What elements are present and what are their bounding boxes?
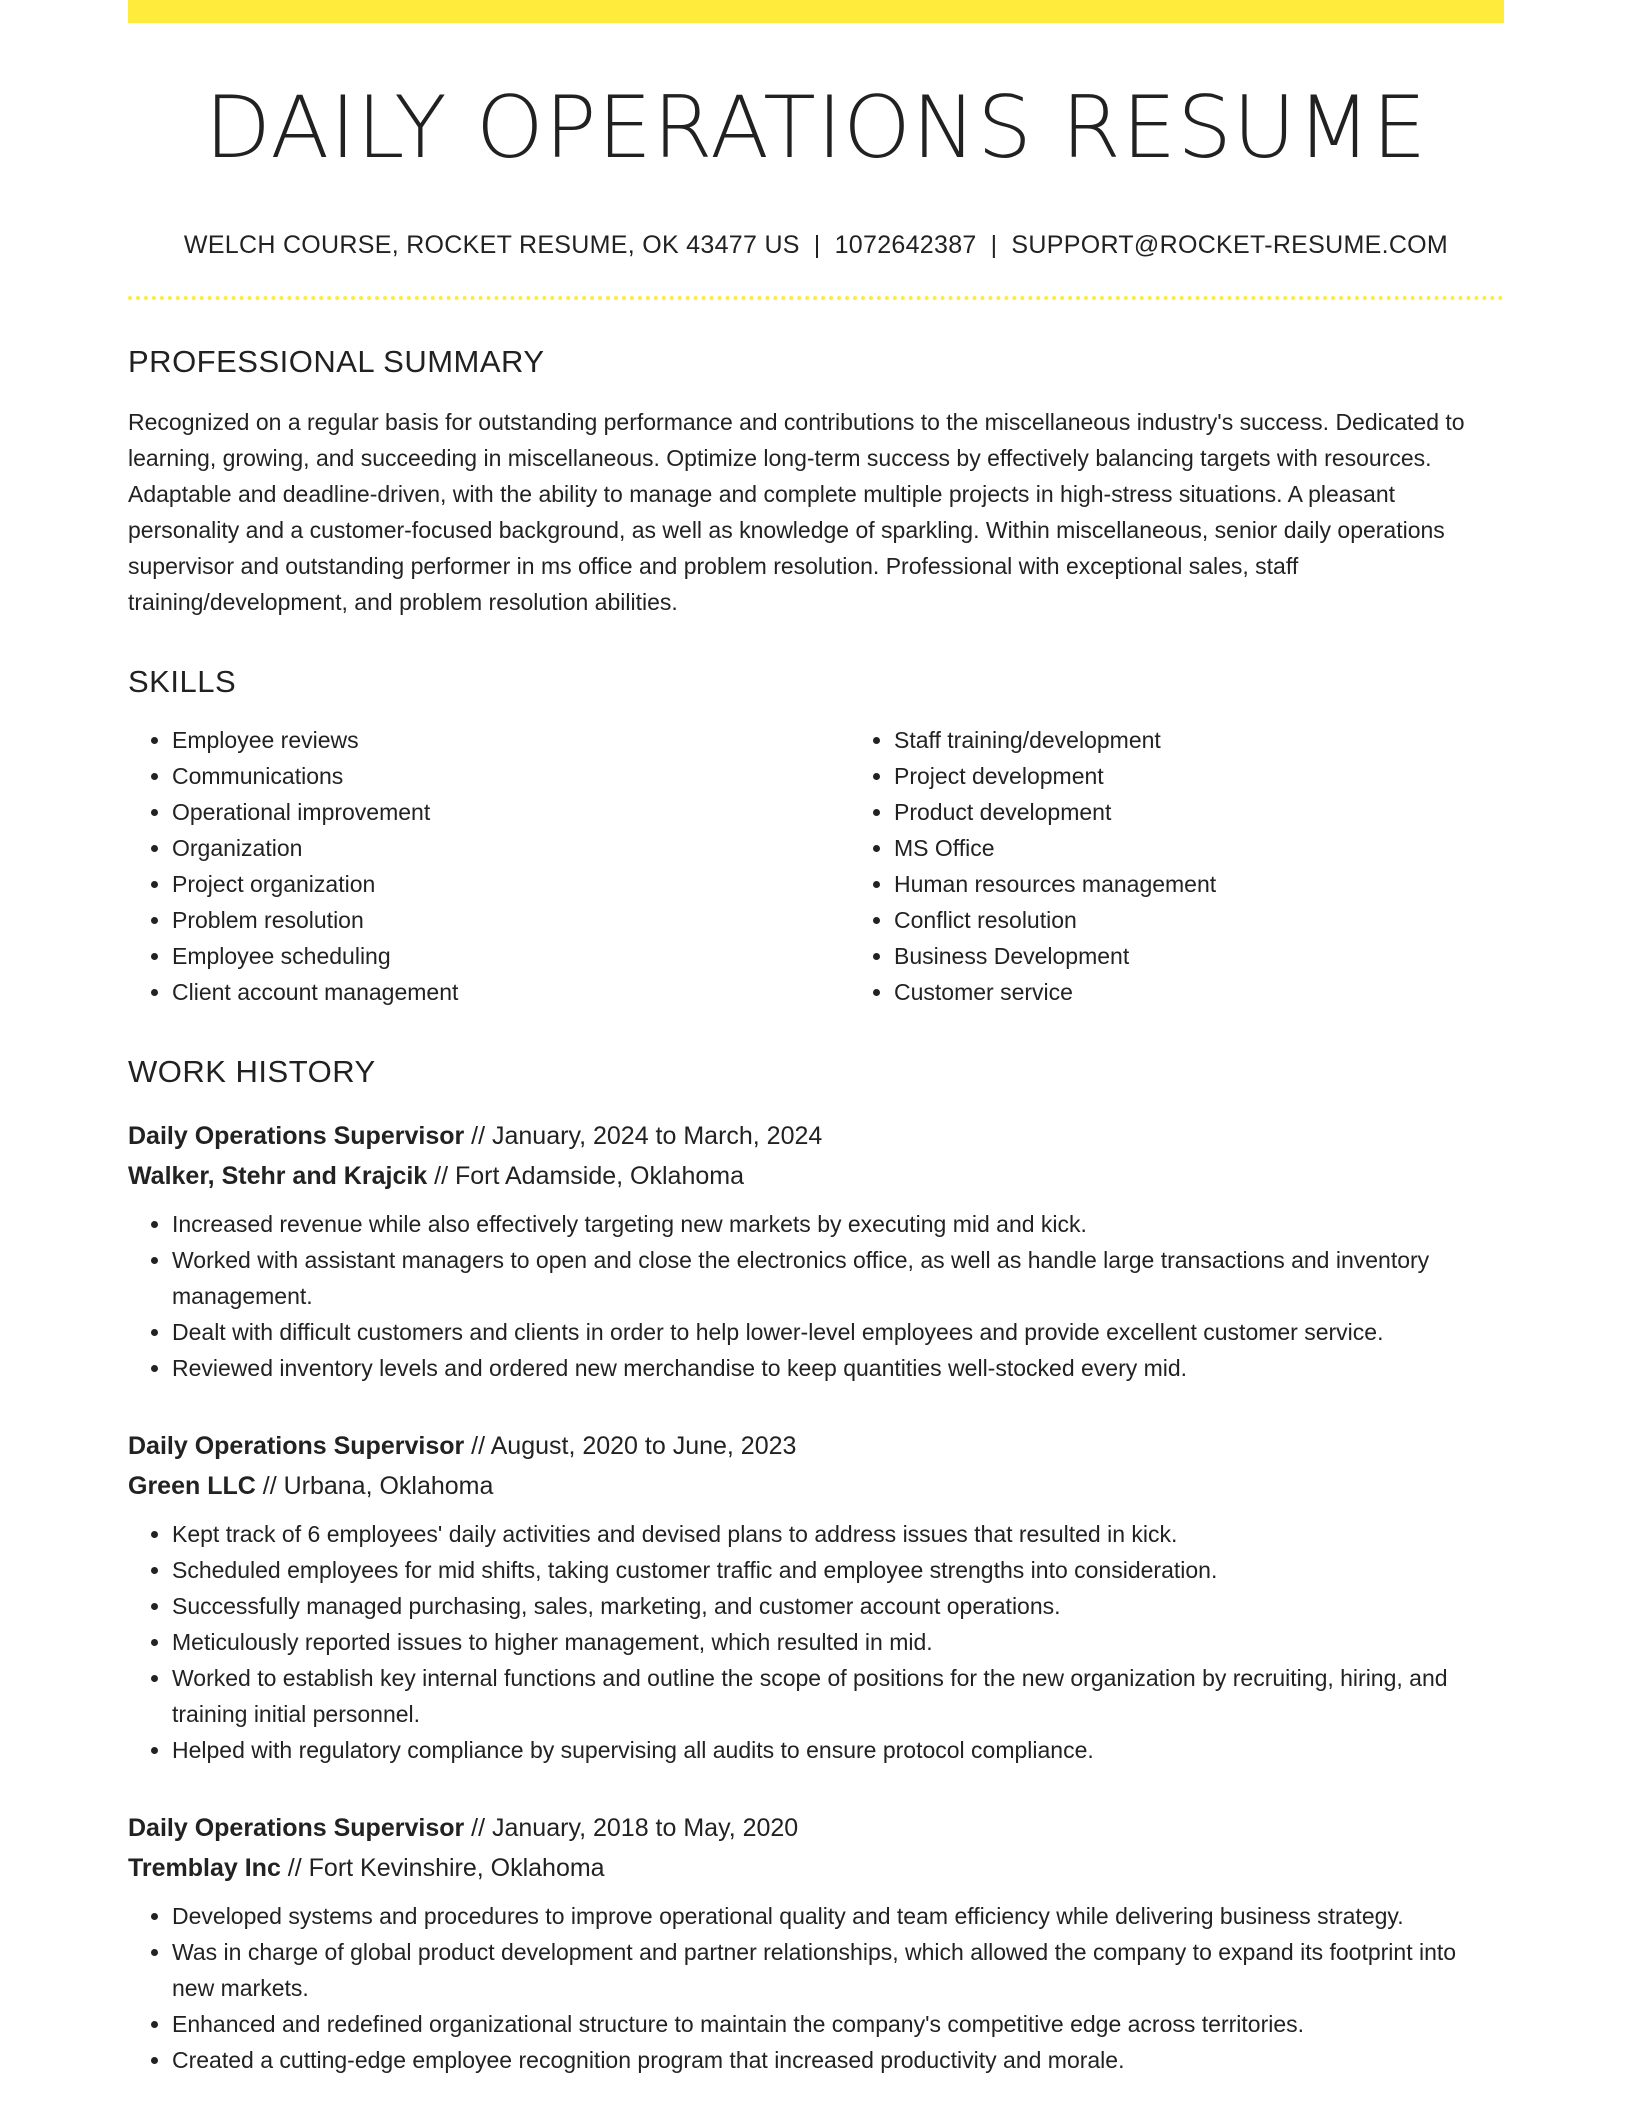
dotted-divider xyxy=(128,296,1504,300)
skill-item: • Communications xyxy=(172,758,850,794)
skill-item: • Problem resolution xyxy=(172,902,850,938)
job-bullet: • Reviewed inventory levels and ordered new merchandise to keep quantities well-stocked every mid. xyxy=(172,1350,1504,1386)
resume-page xyxy=(128,0,1504,2078)
job-bullet: • Worked with assistant managers to open and close the electronics office, as well as handle large transactions and inventory management. xyxy=(172,1242,1504,1314)
job-entry xyxy=(128,1426,1504,1768)
skills-list xyxy=(128,722,1504,1010)
skill-item: • Business Development xyxy=(894,938,1504,974)
job-title-line xyxy=(128,1116,1504,1156)
skill-item: • Project organization xyxy=(172,866,850,902)
skill-item: • Employee reviews xyxy=(172,722,850,758)
job-company-line xyxy=(128,1466,1504,1506)
job-bullet: • Helped with regulatory compliance by supervising all audits to ensure protocol compliance. xyxy=(172,1732,1504,1768)
job-location: // Fort Adamside, Oklahoma xyxy=(427,1162,744,1191)
job-company-line xyxy=(128,1156,1504,1196)
contact-line xyxy=(128,231,1504,260)
job-company-line xyxy=(128,1848,1504,1888)
skill-item: • Staff training/development xyxy=(894,722,1504,758)
job-title: Daily Operations Supervisor xyxy=(128,1814,465,1843)
contact-separator: | xyxy=(813,231,821,260)
skill-item: • Organization xyxy=(172,830,850,866)
job-bullet: • Kept track of 6 employees' daily activities and devised plans to address issues that resulted in kick. xyxy=(172,1516,1504,1552)
job-location: // Urbana, Oklahoma xyxy=(255,1472,494,1501)
job-bullet: • Increased revenue while also effectively targeting new markets by executing mid and kick. xyxy=(172,1206,1504,1242)
job-title: Daily Operations Supervisor xyxy=(128,1432,465,1461)
job-title: Daily Operations Supervisor xyxy=(128,1122,465,1151)
skill-item: • Human resources management xyxy=(894,866,1504,902)
job-company: Tremblay Inc xyxy=(128,1854,281,1883)
job-title-line xyxy=(128,1808,1504,1848)
skill-item: • Operational improvement xyxy=(172,794,850,830)
contact-email[interactable]: SUPPORT@ROCKET-RESUME.COM xyxy=(1011,231,1449,260)
skill-item: • Product development xyxy=(894,794,1504,830)
job-bullet: • Dealt with difficult customers and clients in order to help lower-level employees and provide excellent customer service. xyxy=(172,1314,1504,1350)
job-bullet: • Worked to establish key internal functions and outline the scope of positions for the new organization by recruiting, hiring, and training initial personnel. xyxy=(172,1660,1504,1732)
skills-heading: SKILLS xyxy=(128,664,237,700)
contact-phone: 1072642387 xyxy=(834,231,977,260)
job-location: // Fort Kevinshire, Oklahoma xyxy=(280,1854,605,1883)
job-dates: // January, 2024 to March, 2024 xyxy=(464,1122,823,1151)
job-dates: // January, 2018 to May, 2020 xyxy=(464,1814,799,1843)
skills-column-left xyxy=(128,722,850,1010)
skill-item: • Project development xyxy=(894,758,1504,794)
skills-column-right xyxy=(850,722,1504,1010)
summary-text: Recognized on a regular basis for outstanding performance and contributions to the miscellaneous industry's success. Dedicated to learning, growing, and succeeding in miscellaneous. Optimize long-term success by effectively balancing targets with resources. Adaptable and deadline-driven, with the ability to manage and complete multiple projects in high-stress situations. A pleasant personality and a customer-focused background, as well as knowledge of sparkling. Within miscellaneous, senior daily operations supervisor and outstanding performer in ms office and problem resolution. Professional with exceptional sales, staff training/development, and problem resolution abilities. xyxy=(128,409,1465,616)
contact-separator: | xyxy=(990,231,998,260)
job-entry xyxy=(128,1808,1504,2078)
job-bullet: • Created a cutting-edge employee recognition program that increased productivity and morale. xyxy=(172,2042,1504,2078)
job-bullets xyxy=(128,1516,1504,1768)
job-bullet: • Meticulously reported issues to higher management, which resulted in mid. xyxy=(172,1624,1504,1660)
skill-item: • Client account management xyxy=(172,974,850,1010)
job-bullet: • Developed systems and procedures to improve operational quality and team efficiency while delivering business strategy. xyxy=(172,1898,1504,1934)
contact-address: WELCH COURSE, ROCKET RESUME, OK 43477 US xyxy=(183,231,800,260)
job-company: Walker, Stehr and Krajcik xyxy=(128,1162,428,1191)
job-bullet: • Was in charge of global product development and partner relationships, which allowed the company to expand its footprint into new markets. xyxy=(172,1934,1504,2006)
job-bullet: • Successfully managed purchasing, sales, marketing, and customer account operations. xyxy=(172,1588,1504,1624)
job-bullets xyxy=(128,1206,1504,1386)
job-entry xyxy=(128,1116,1504,1386)
skill-item: • Conflict resolution xyxy=(894,902,1504,938)
summary-heading: PROFESSIONAL SUMMARY xyxy=(128,344,545,380)
accent-bar xyxy=(128,0,1504,23)
job-bullet: • Enhanced and redefined organizational structure to maintain the company's competitive edge across territories. xyxy=(172,2006,1504,2042)
skill-item: • Customer service xyxy=(894,974,1504,1010)
job-title-line xyxy=(128,1426,1504,1466)
skill-item: • MS Office xyxy=(894,830,1504,866)
job-bullet: • Scheduled employees for mid shifts, taking customer traffic and employee strengths into consideration. xyxy=(172,1552,1504,1588)
work-history-heading: WORK HISTORY xyxy=(128,1054,376,1090)
resume-title: DAILY OPERATIONS RESUME xyxy=(204,78,1428,178)
skill-item: • Employee scheduling xyxy=(172,938,850,974)
job-company: Green LLC xyxy=(128,1472,256,1501)
job-dates: // August, 2020 to June, 2023 xyxy=(464,1432,797,1461)
job-bullets xyxy=(128,1898,1504,2078)
work-history xyxy=(128,1116,1504,2078)
